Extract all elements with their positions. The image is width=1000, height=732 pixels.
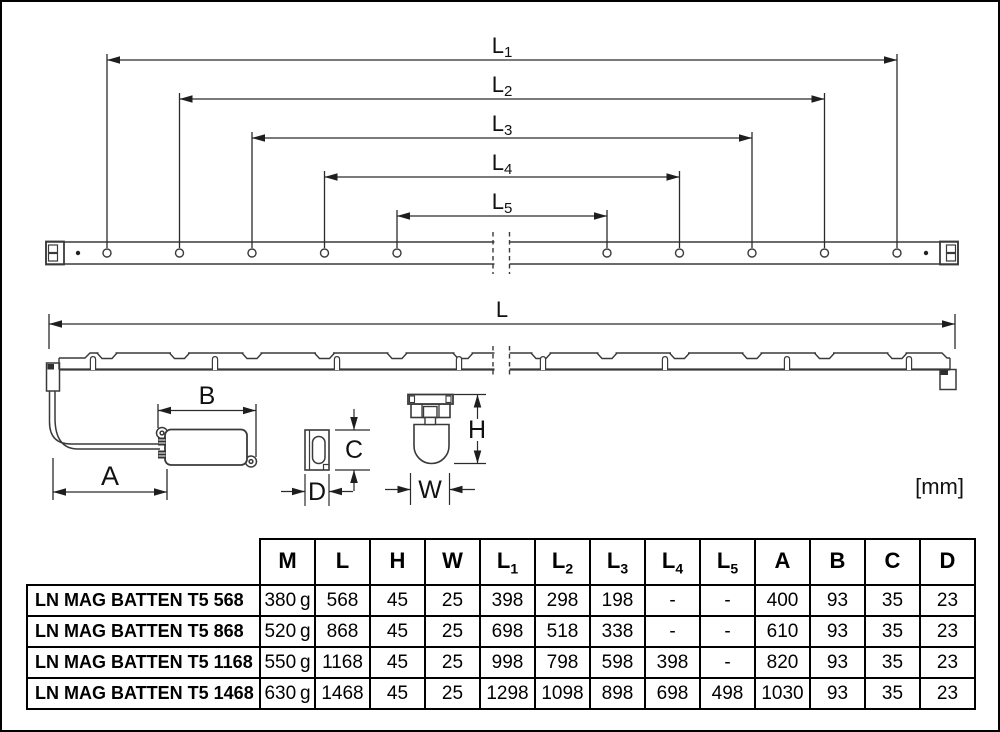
fixing-dot-left: [76, 251, 80, 255]
table-cell: 520 g: [260, 616, 315, 647]
driver-detail: [50, 391, 257, 500]
table-cell: 93: [810, 616, 865, 647]
table-cell: 820: [755, 647, 810, 678]
table-cell: 518: [535, 616, 590, 647]
table-cell: -: [700, 616, 755, 647]
table-cell: 35: [865, 678, 920, 709]
right-endcap: [940, 242, 958, 265]
dim-label-d: D: [307, 478, 327, 506]
dim-label-l4: L4: [491, 150, 513, 178]
table-cell: -: [700, 585, 755, 616]
table-cell: 998: [480, 647, 535, 678]
table-header-cell: $L_5$: [700, 539, 755, 585]
table-header-cell: $L_1$: [480, 539, 535, 585]
table-header-cell: $L_4$: [645, 539, 700, 585]
table-cell: 568: [315, 585, 370, 616]
table-cell: 338: [590, 616, 645, 647]
feed-cable: [50, 391, 161, 444]
table-cell: 400: [755, 585, 810, 616]
table-cell: 35: [865, 616, 920, 647]
fixing-dot-right: [924, 251, 928, 255]
socket-body: [414, 425, 449, 464]
break-lines-top-view: [493, 232, 510, 274]
table-cell: 398: [480, 585, 535, 616]
left-endcap: [46, 242, 64, 265]
dim-label-l2: L2: [491, 72, 513, 100]
table-cell: 1030: [755, 678, 810, 709]
table-header-cell: A: [755, 539, 810, 585]
row-label: LN MAG BATTEN T5 568: [27, 585, 260, 616]
table-cell: 1298: [480, 678, 535, 709]
row-label: LN MAG BATTEN T5 868: [27, 616, 260, 647]
table-cell: 25: [425, 647, 480, 678]
table-header-cell: $L_2$: [535, 539, 590, 585]
table-row: [27, 678, 975, 709]
side-view-batten: [47, 346, 957, 391]
table-cell: 868: [315, 616, 370, 647]
right-end-connector: [940, 370, 956, 390]
table-cell: 35: [865, 585, 920, 616]
clip-slot: [313, 437, 326, 464]
dim-label-b: B: [198, 382, 216, 410]
table-cell: 23: [920, 585, 975, 616]
dim-label-w: W: [418, 476, 442, 504]
driver-box: [165, 430, 247, 466]
table-cell: 93: [810, 647, 865, 678]
socket-tab: [425, 418, 436, 425]
table-cell: 93: [810, 678, 865, 709]
table-cell: 298: [535, 585, 590, 616]
table-cell: 1468: [315, 678, 370, 709]
table-cell: 25: [425, 585, 480, 616]
table-cell: 498: [700, 678, 755, 709]
table-cell: 798: [535, 647, 590, 678]
left-end-connector: [47, 363, 60, 391]
table-cell: 45: [370, 647, 425, 678]
dim-label-l1: L1: [491, 33, 513, 61]
table-cell: 93: [810, 585, 865, 616]
table-cell: 630 g: [260, 678, 315, 709]
dim-label-a: A: [100, 461, 120, 491]
table-header-row: [27, 539, 975, 585]
table-cell: 35: [865, 647, 920, 678]
table-header-cell: B: [810, 539, 865, 585]
dimension-diagram: [2, 2, 1000, 532]
table-header-cell: W: [425, 539, 480, 585]
table-cell: 45: [370, 616, 425, 647]
table-cell: 45: [370, 585, 425, 616]
top-view-batten: [46, 232, 958, 274]
dim-label-c: C: [344, 436, 364, 464]
table-cell: -: [645, 585, 700, 616]
table-header-cell: M: [260, 539, 315, 585]
table-header-cell: C: [865, 539, 920, 585]
table-cell: 45: [370, 678, 425, 709]
table-cell: 550 g: [260, 647, 315, 678]
table-cell: 23: [920, 647, 975, 678]
units-label: [mm]: [915, 474, 964, 499]
table-cell: 25: [425, 616, 480, 647]
break-lines-side-view: [493, 346, 510, 378]
table-cell: 1168: [315, 647, 370, 678]
dim-label-l3: L3: [491, 111, 513, 139]
table-cell: 25: [425, 678, 480, 709]
dim-label-l: L: [495, 297, 509, 322]
dimensions-table: [26, 538, 976, 710]
table-cell: 23: [920, 678, 975, 709]
table-cell: 1098: [535, 678, 590, 709]
table-cell: -: [645, 616, 700, 647]
table-cell: 898: [590, 678, 645, 709]
table-corner-cell: [27, 539, 260, 585]
table-cell: 698: [645, 678, 700, 709]
table-cell: -: [700, 647, 755, 678]
table-cell: 23: [920, 616, 975, 647]
table-row: [27, 585, 975, 616]
table-cell: 698: [480, 616, 535, 647]
table-cell: 610: [755, 616, 810, 647]
table-cell: 398: [645, 647, 700, 678]
table-header-cell: H: [370, 539, 425, 585]
row-label: LN MAG BATTEN T5 1468: [27, 678, 260, 709]
table-cell: 598: [590, 647, 645, 678]
table-header-cell: $L_3$: [590, 539, 645, 585]
row-label: LN MAG BATTEN T5 1168: [27, 647, 260, 678]
table-header-cell: D: [920, 539, 975, 585]
dim-label-h: H: [467, 416, 487, 444]
table-row: [27, 647, 975, 678]
table-cell: 198: [590, 585, 645, 616]
table-cell: 380 g: [260, 585, 315, 616]
table-header-cell: L: [315, 539, 370, 585]
table-row: [27, 616, 975, 647]
dim-label-l5: L5: [491, 189, 513, 217]
